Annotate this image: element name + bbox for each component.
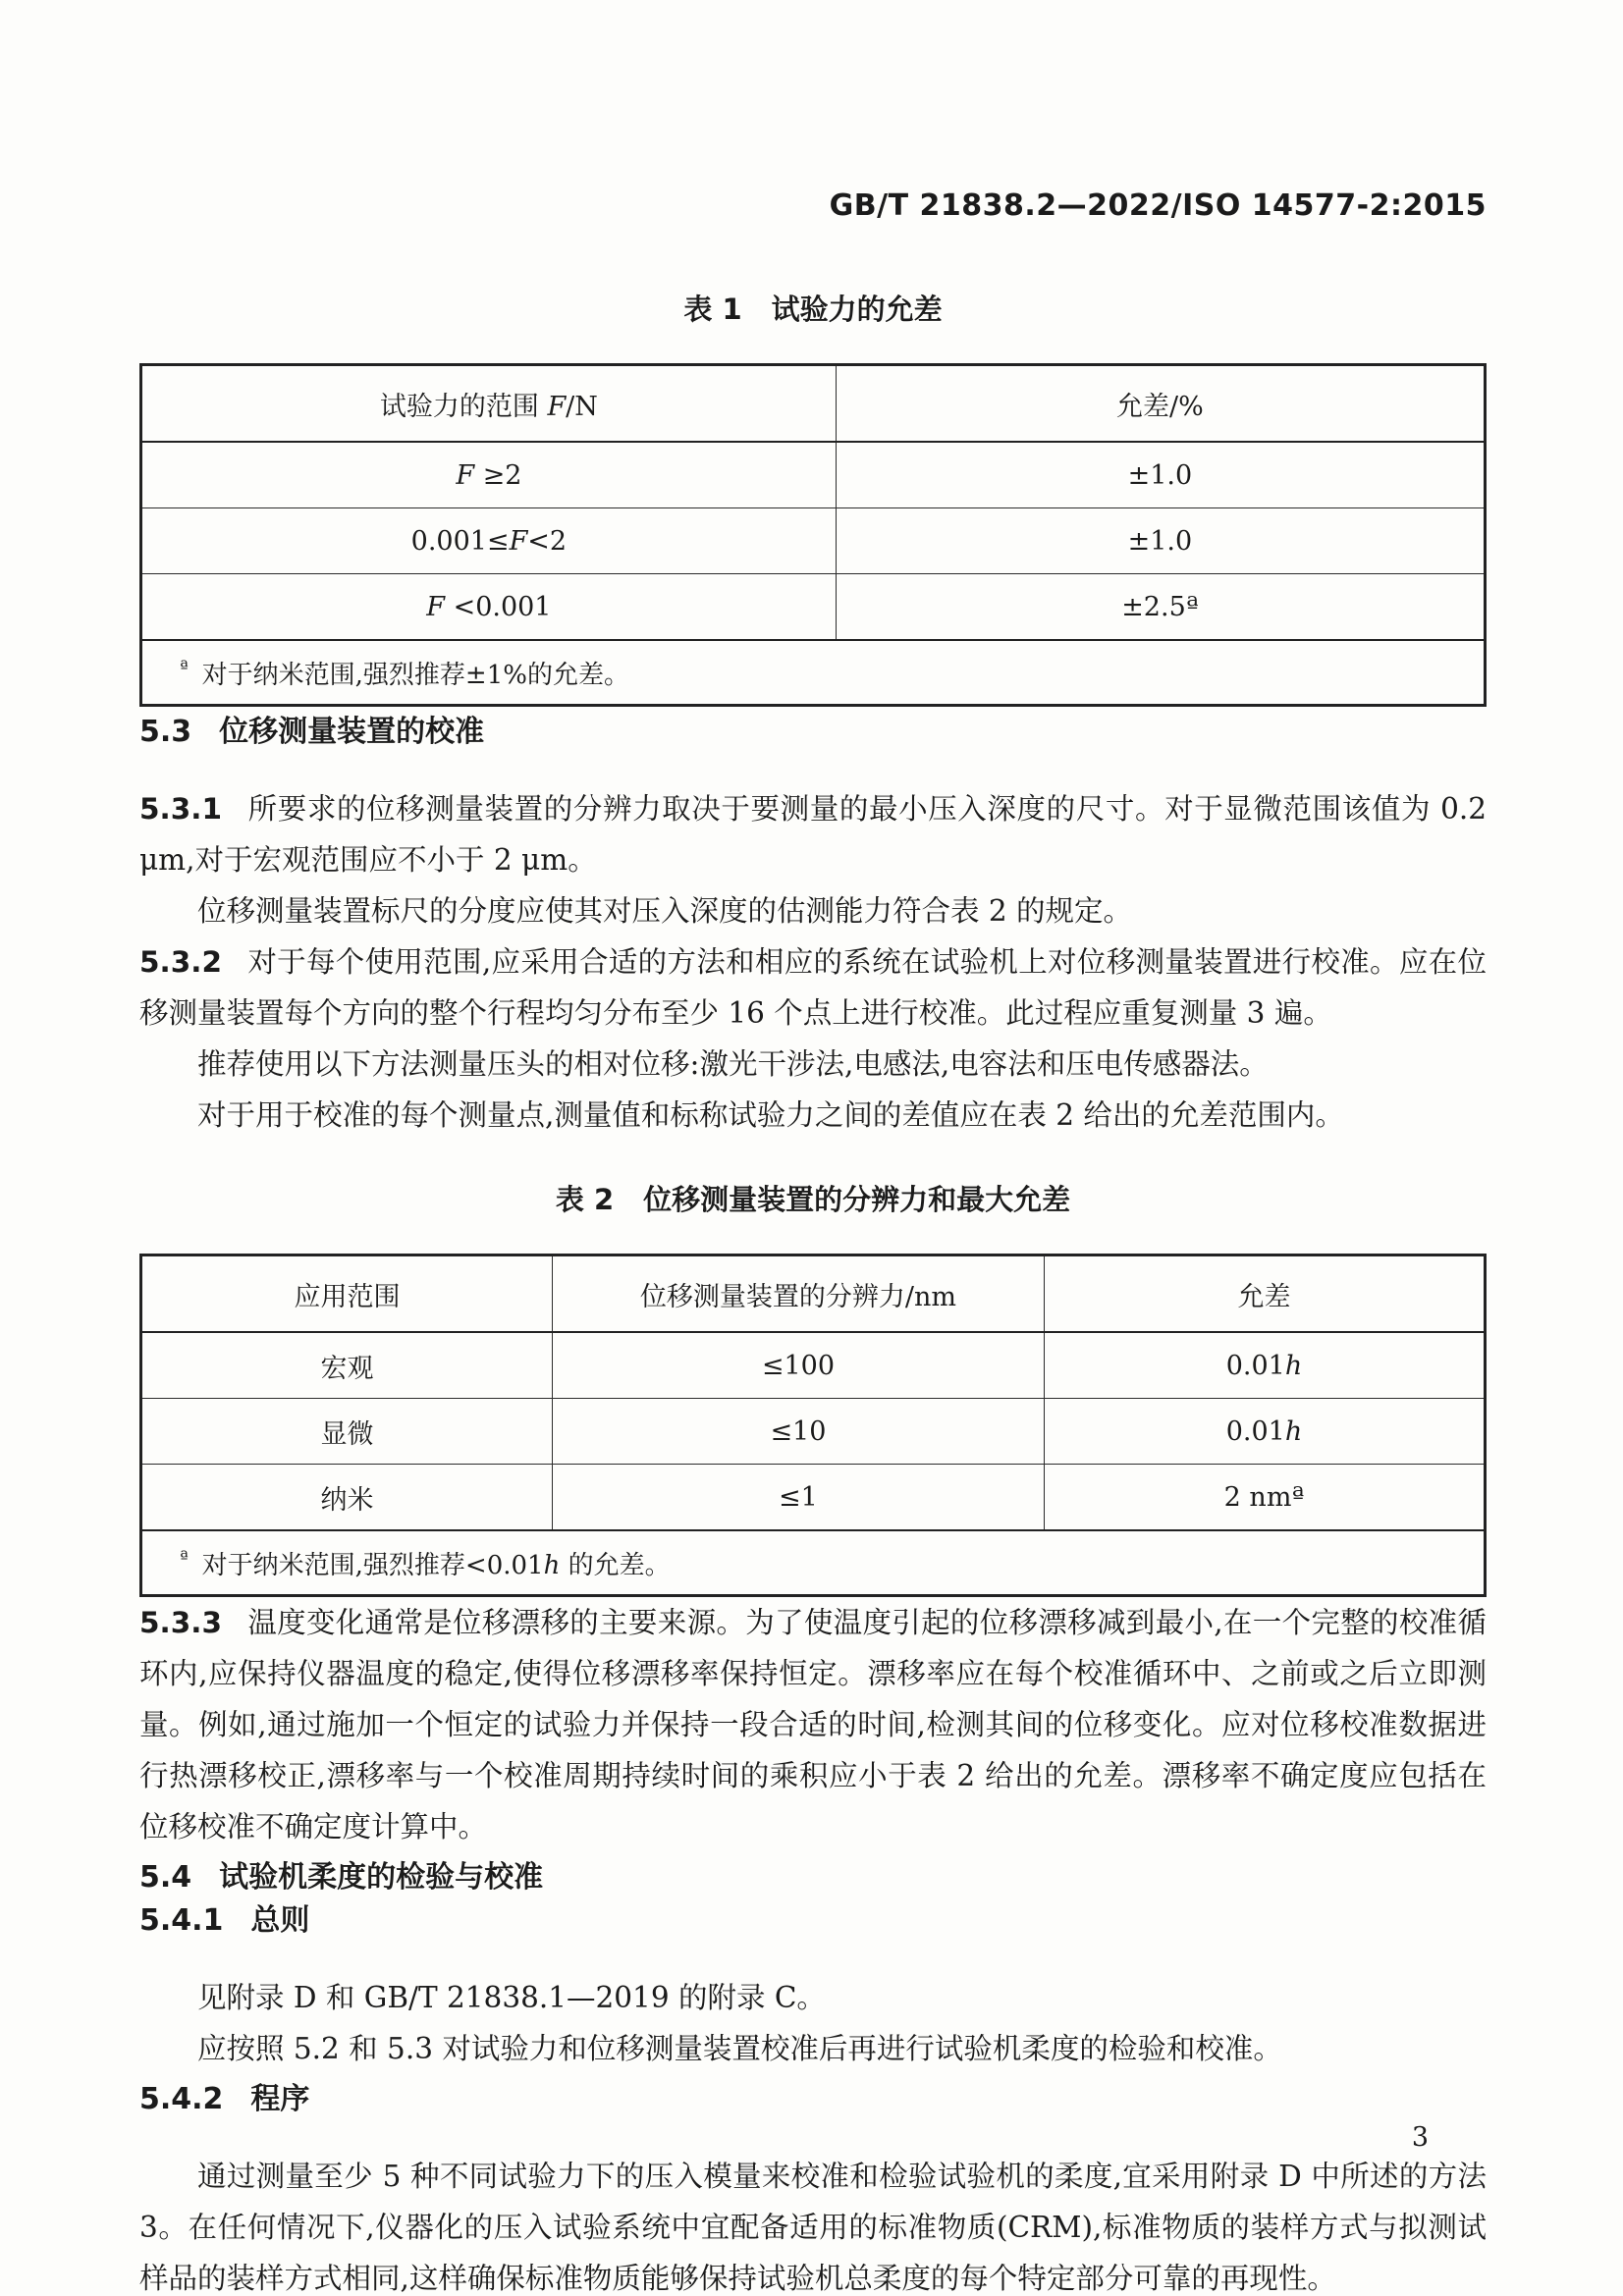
table2-cell-tolerance-micro: 0.01h — [1044, 1399, 1485, 1465]
table2-cell-tolerance-nano: 2 nmª — [1044, 1465, 1485, 1531]
clause-5-4-1-paragraph-1: 见附录 D 和 GB/T 21838.1—2019 的附录 C。 — [197, 1981, 826, 2014]
table1-cell-tolerance-3: ±2.5ª — [836, 574, 1485, 641]
table2-title-text: 位移测量装置的分辨力和最大允差 — [643, 1183, 1071, 1216]
table1-cell-tolerance-1: ±1.0 — [836, 442, 1485, 508]
section-5-4-heading — [139, 1852, 1487, 1896]
clause-5-4-1-paragraph-2: 应按照 5.2 和 5.3 对试验力和位移测量装置校准后再进行试验机柔度的检验和校准。 — [197, 2032, 1282, 2065]
table1-header-row — [141, 365, 1486, 443]
table2-header-resolution: 位移测量装置的分辨力/nm — [552, 1255, 1044, 1333]
footnote-marker: ª — [180, 1547, 189, 1569]
table2-cell-range-macro: 宏观 — [141, 1332, 553, 1399]
section-title: 总则 — [250, 1903, 310, 1938]
table2-title — [139, 1178, 1487, 1218]
table1-row — [141, 574, 1486, 641]
section-number: 5.3 — [139, 715, 192, 749]
section-title: 试验机柔度的检验与校准 — [219, 1860, 544, 1895]
table2-header-tolerance: 允差 — [1044, 1255, 1485, 1333]
page-number: 3 — [1411, 2122, 1429, 2153]
section-number: 5.4 — [139, 1860, 192, 1895]
table2-cell-tolerance-macro: 0.01h — [1044, 1332, 1485, 1399]
clause-5-3-2-paragraph-2: 推荐使用以下方法测量压头的相对位移:激光干涉法,电感法,电容法和压电传感器法。 — [197, 1047, 1269, 1081]
standard-code: GB/T 21838.2—2022/ISO 14577-2:2015 — [829, 188, 1487, 223]
table2-row — [141, 1399, 1486, 1465]
clause-text: 对于每个使用范围,应采用合适的方法和相应的系统在试验机上对位移测量装置进行校准。应在位移测量装置每个方向的整个行程均匀分布至少 16 个点上进行校准。此过程应重复测量 3 遍。 — [139, 945, 1487, 1030]
table1-header-force-range: 试验力的范围 F/N — [141, 365, 837, 443]
table1-cell-range-2: 0.001≤F<2 — [141, 508, 837, 574]
document-header — [139, 0, 1487, 223]
clause-5-3-3-paragraph — [139, 1597, 1487, 1852]
clause-5-4-2-paragraph: 通过测量至少 5 种不同试验力下的压入模量来校准和检验试验机的柔度,宜采用附录 D 中所述的方法 3。在任何情况下,仪器化的压入试验系统中宜配备适用的标准物质(CRM),标准物质的装样方式与拟测试样品的装样方式相同,这样确保标准物质能够保持试验机总柔度的每个特定部分可靠的再现性。 — [139, 2160, 1487, 2295]
table1-header-tolerance: 允差/% — [836, 365, 1485, 443]
clause-number: 5.3.2 — [139, 945, 222, 979]
table2-header-application-range: 应用范围 — [141, 1255, 553, 1333]
section-title: 程序 — [250, 2082, 310, 2116]
clause-5-3-2-paragraph-3: 对于用于校准的每个测量点,测量值和标称试验力之间的差值应在表 2 给出的允差范围内。 — [197, 1098, 1344, 1132]
page-content — [139, 0, 1487, 2296]
table2-label: 表 2 — [555, 1183, 615, 1216]
table2-row — [141, 1465, 1486, 1531]
table2-cell-resolution-micro: ≤10 — [552, 1399, 1044, 1465]
table1-title — [139, 288, 1487, 328]
clause-text: 温度变化通常是位移漂移的主要来源。为了使温度引起的位移漂移减到最小,在一个完整的校准循环内,应保持仪器温度的稳定,使得位移漂移率保持恒定。漂移率应在每个校准循环中、之前或之后立即测量。例如,通过施加一个恒定的试验力并保持一段合适的时间,检测其间的位移变化。应对位移校准数据进行热漂移校正,漂移率与一个校准周期持续时间的乘积应小于表 2 给出的允差。漂移率不确定度应包括在位移校准不确定度计算中。 — [139, 1606, 1487, 1843]
table1-row — [141, 508, 1486, 574]
clause-number: 5.3.1 — [139, 792, 222, 826]
clause-5-3-1-paragraph-2: 位移测量装置标尺的分度应使其对压入深度的估测能力符合表 2 的规定。 — [197, 894, 1133, 928]
footnote-marker: ª — [180, 657, 189, 678]
table2-footnote: $^ª$ 对于纳米范围,强烈推荐<0.01h 的允差。 — [141, 1530, 1486, 1596]
table1-cell-tolerance-2: ±1.0 — [836, 508, 1485, 574]
table2-cell-range-nano: 纳米 — [141, 1465, 553, 1531]
table1 — [139, 363, 1487, 707]
section-title: 位移测量装置的校准 — [219, 715, 485, 749]
table2-header-row — [141, 1255, 1486, 1333]
section-number: 5.4.2 — [139, 2082, 224, 2116]
section-5-4-2-heading — [139, 2074, 1487, 2117]
table1-cell-range-1: F ≥2 — [141, 442, 837, 508]
table2-row — [141, 1332, 1486, 1399]
table1-row — [141, 442, 1486, 508]
table2-cell-resolution-macro: ≤100 — [552, 1332, 1044, 1399]
table1-title-text: 试验力的允差 — [771, 293, 943, 326]
table2-cell-range-micro: 显微 — [141, 1399, 553, 1465]
table1-footnote: $^ª$ 对于纳米范围,强烈推荐±1%的允差。 — [141, 640, 1486, 706]
clause-5-3-1-paragraph — [139, 783, 1487, 885]
table2 — [139, 1254, 1487, 1597]
clause-number: 5.3.3 — [139, 1606, 222, 1639]
section-number: 5.4.1 — [139, 1903, 224, 1938]
clause-text: 所要求的位移测量装置的分辨力取决于要测量的最小压入深度的尺寸。对于显微范围该值为 0.2 μm,对于宏观范围应不小于 2 μm。 — [139, 792, 1487, 877]
section-5-4-1-heading — [139, 1896, 1487, 1939]
section-5-3-heading — [139, 707, 1487, 750]
table2-cell-resolution-nano: ≤1 — [552, 1465, 1044, 1531]
table1-cell-range-3: F <0.001 — [141, 574, 837, 641]
table2-footnote-row — [141, 1530, 1486, 1596]
table1-footnote-row — [141, 640, 1486, 706]
table1-label: 表 1 — [683, 293, 742, 326]
clause-5-3-2-paragraph — [139, 936, 1487, 1039]
